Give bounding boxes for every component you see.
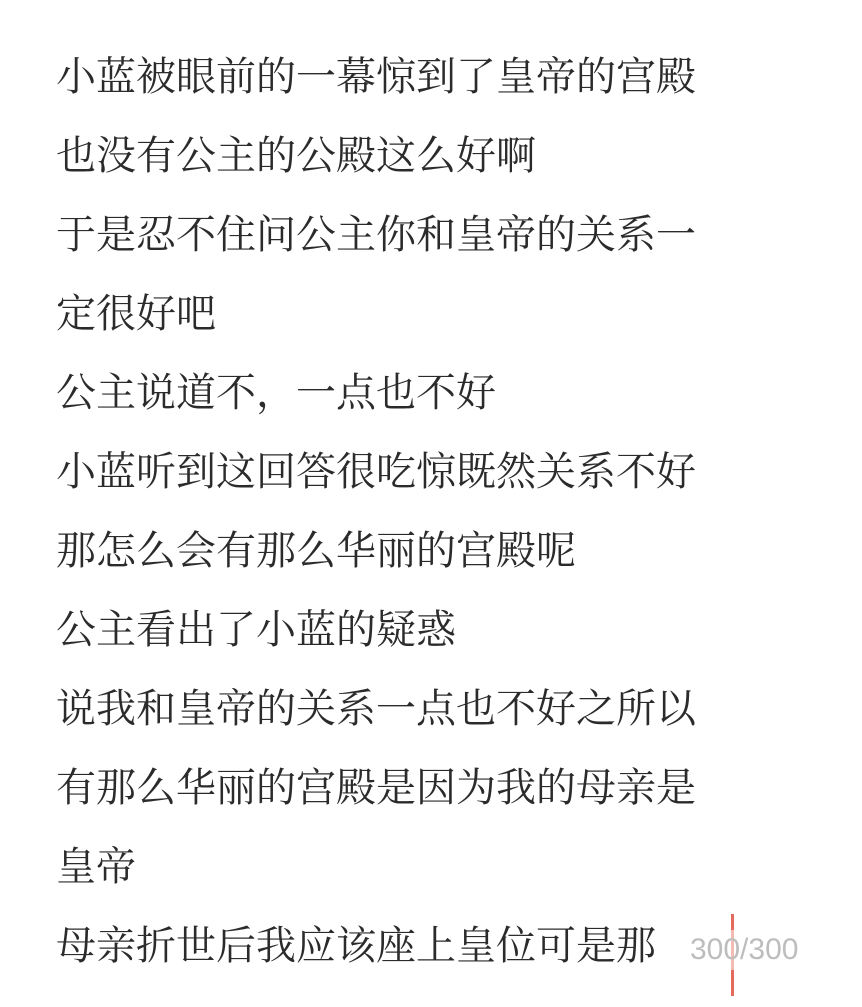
text-line: 说我和皇帝的关系一点也不好之所以	[56, 686, 696, 732]
text-line: 有那么华丽的宫殿是因为我的母亲是	[56, 765, 696, 811]
text-line: 定很好吧	[56, 291, 216, 337]
text-line: 小蓝被眼前的一幕惊到了皇帝的宫殿	[56, 54, 696, 100]
text-line: 也没有公主的公殿这么好啊	[56, 133, 536, 179]
text-line: 于是忍不住问公主你和皇帝的关系一	[56, 212, 696, 258]
text-line: 公主看出了小蓝的疑惑	[56, 607, 456, 653]
text-line: 皇帝	[56, 844, 136, 890]
text-line: 母亲折世后我应该座上皇位可是那	[56, 923, 656, 969]
character-counter: 300/300	[688, 930, 800, 970]
text-line: 公主说道不，一点也不好	[56, 370, 496, 416]
text-line: 那怎么会有那么华丽的宫殿呢	[56, 528, 576, 574]
text-line: 小蓝听到这回答很吃惊既然关系不好	[56, 449, 696, 495]
